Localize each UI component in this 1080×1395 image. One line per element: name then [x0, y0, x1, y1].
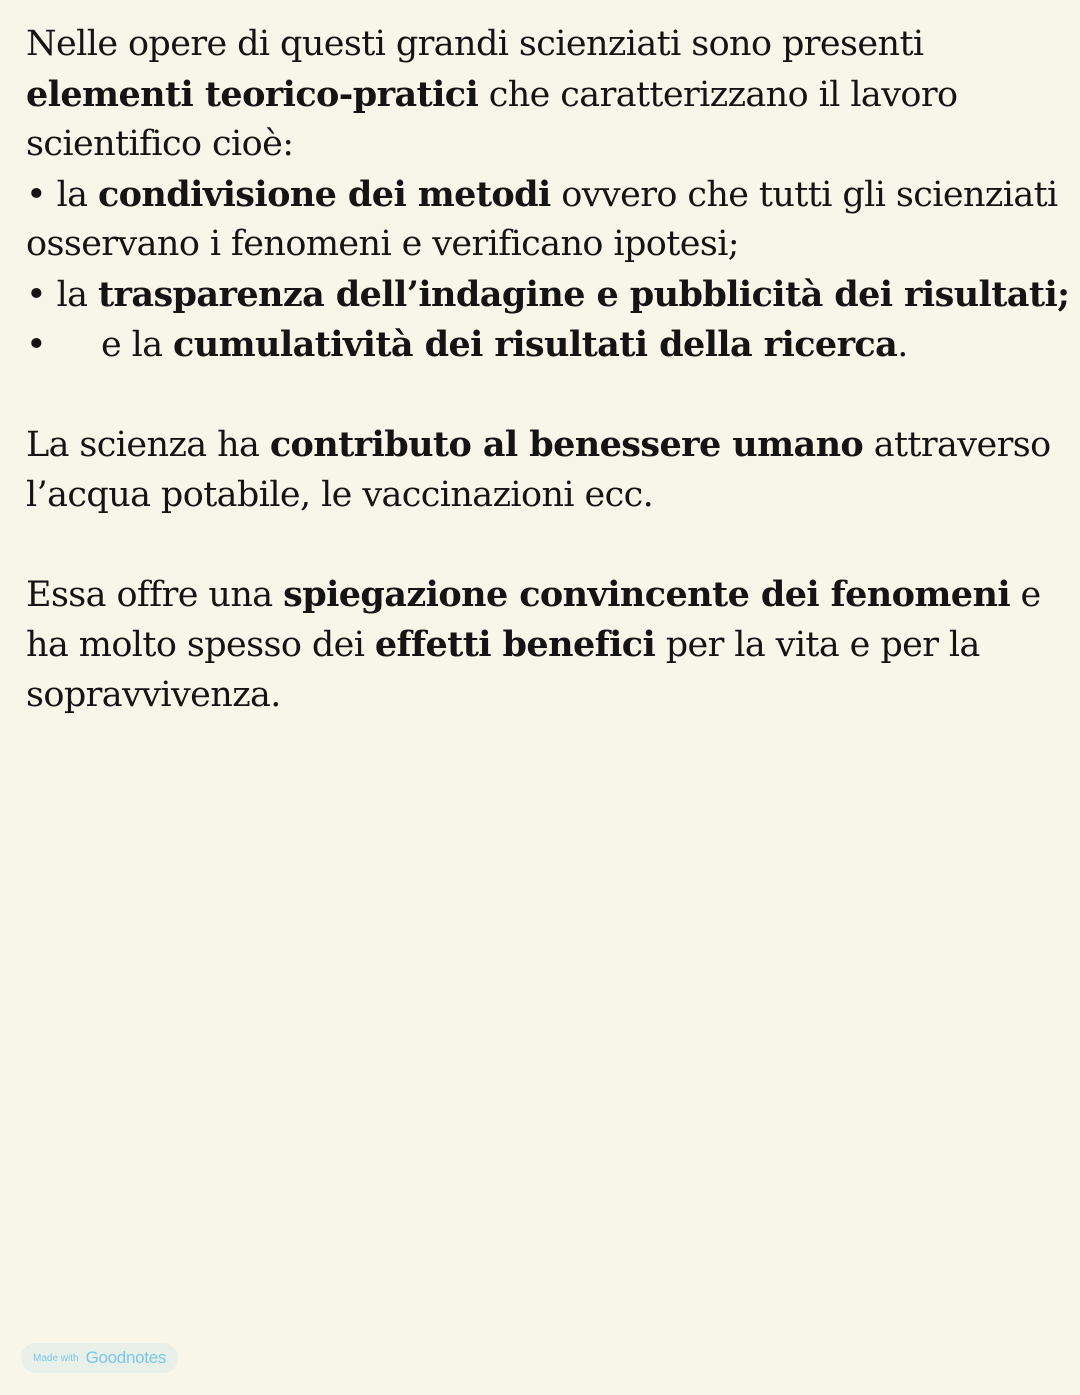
- explanation-bold-text-1: spiegazione convincente dei fenomeni: [283, 573, 1011, 615]
- paragraph-spacer: [26, 520, 1076, 570]
- wellbeing-text-a: La scienza ha: [26, 425, 270, 465]
- bullet-bold: cumulatività dei risultati della ricerca: [173, 324, 898, 365]
- explanation-paragraph: [26, 570, 1076, 721]
- intro-bold-text: elementi teorico-pratici: [26, 73, 479, 115]
- bullet-item-cumulativity: [26, 320, 1076, 371]
- wellbeing-bold-text: contributo al benessere umano: [269, 424, 864, 465]
- explanation-text-c: per la vita e per la sopravvivenza.: [26, 625, 980, 715]
- bullet-bold: condivisione dei metodi: [97, 173, 551, 215]
- bullet-marker: •: [26, 325, 47, 365]
- wellbeing-paragraph: [26, 420, 1076, 520]
- paragraph-spacer: [26, 371, 1076, 421]
- made-with-label: Made with: [33, 1352, 79, 1364]
- goodnotes-brand: Goodnotes: [85, 1348, 167, 1367]
- bullet-list: [26, 170, 1076, 371]
- explanation-bold-text-2: effetti benefici: [374, 624, 656, 665]
- wellbeing-text-b: attraverso l’acqua potabile, le vaccinazioni ecc.: [26, 425, 1051, 515]
- explanation-text-b: e ha molto spesso dei: [26, 574, 1041, 665]
- bullet-prefix: e la: [101, 325, 174, 365]
- intro-text-a: Nelle opere di questi grandi scienziati sono presenti: [26, 24, 924, 64]
- bullet-marker: •: [26, 174, 47, 215]
- bullet-suffix: ovvero che tutti gli scienziati osservano i fenomeni e verificano ipotesi;: [26, 174, 1058, 264]
- intro-paragraph: [26, 20, 1076, 170]
- bullet-item-methods: [26, 170, 1076, 270]
- explanation-text-a: Essa offre una: [26, 574, 284, 615]
- bullet-suffix: .: [897, 325, 908, 365]
- goodnotes-watermark: [21, 1343, 178, 1373]
- bullet-marker: •: [26, 274, 47, 315]
- bullet-prefix: la: [46, 174, 98, 215]
- note-page: [26, 20, 1076, 720]
- bullet-item-transparency: [26, 270, 1076, 321]
- bullet-prefix: la: [46, 274, 98, 315]
- intro-text-b: che caratterizzano il lavoro scientifico cioè:: [26, 74, 958, 164]
- bullet-bold: trasparenza dell’indagine e pubblicità dei risultati;: [97, 273, 1070, 315]
